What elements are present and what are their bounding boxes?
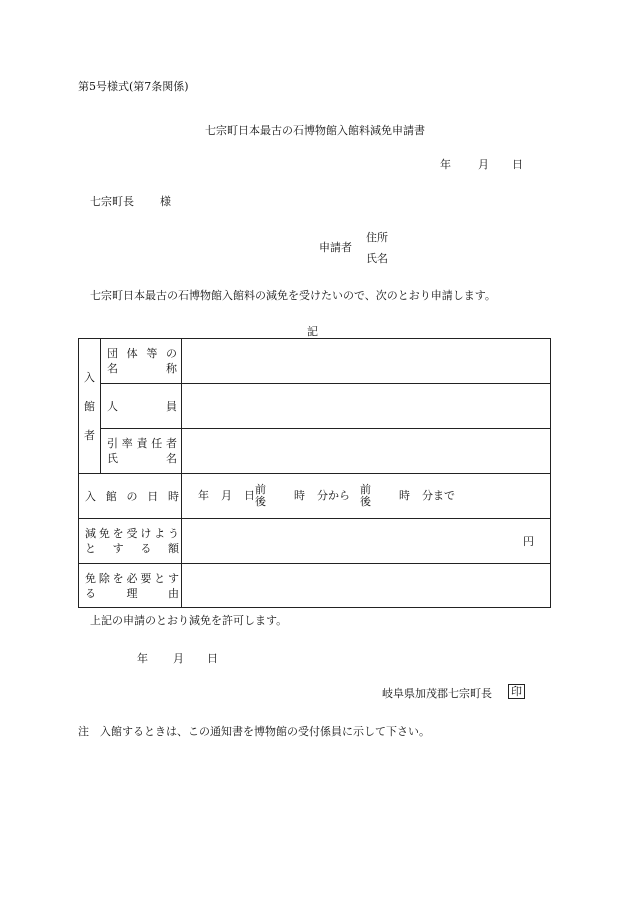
amount-label-line2: とする額 — [85, 542, 179, 555]
form-number: 第5号様式(第7条関係) — [78, 80, 189, 93]
dt-ampm2-stack — [360, 484, 371, 508]
entrant-char-3: 者 — [84, 428, 95, 442]
people-label: 人員 — [107, 399, 177, 413]
issuer-name: 岐阜県加茂郡七宗町長 — [382, 687, 492, 700]
group-name-label-line1: 団体等の — [107, 347, 177, 360]
approval-date-day: 日 — [207, 652, 218, 665]
people-input-cell[interactable] — [182, 384, 551, 429]
amount-label-cell — [79, 519, 182, 564]
date-month-label: 月 — [478, 158, 489, 171]
dt-month: 月 — [221, 489, 232, 502]
seal-mark — [508, 684, 525, 699]
dt-ampm2-top: 前 — [360, 483, 371, 496]
group-name-label-line2: 名称 — [107, 362, 177, 375]
people-label-cell — [101, 384, 182, 429]
amount-unit: 円 — [523, 535, 534, 548]
addressee-honorific: 様 — [160, 195, 171, 208]
form-title: 七宗町日本最古の石博物館入館料減免申請書 — [205, 124, 425, 137]
dt-ampm-top: 前 — [255, 483, 266, 496]
entry-datetime-label-cell — [79, 474, 182, 519]
entrant-char-1: 入 — [84, 370, 95, 384]
approval-date-month: 月 — [173, 652, 184, 665]
group-name-label-cell — [101, 339, 182, 384]
dt-ampm-stack — [255, 484, 266, 508]
addressee-name: 七宗町長 — [90, 195, 134, 208]
leader-label-cell — [101, 429, 182, 474]
leader-label-line1: 引率責任者 — [107, 437, 177, 450]
applicant-address-label: 住所 — [366, 231, 388, 244]
date-year-label: 年 — [440, 158, 451, 171]
amount-input-cell[interactable] — [182, 519, 551, 564]
dt-hour: 時 — [294, 489, 305, 502]
approval-text: 上記の申請のとおり減免を許可します。 — [90, 614, 288, 627]
entrant-char-2: 館 — [84, 399, 95, 413]
body-text: 七宗町日本最古の石博物館入館料の減免を受けたいので、次のとおり申請します。 — [90, 289, 496, 302]
dt-day: 日 — [244, 489, 255, 502]
ki-label: 記 — [307, 325, 318, 338]
dt-hour2: 時 — [399, 489, 410, 502]
seal-label: 印 — [508, 684, 525, 699]
applicant-name-label: 氏名 — [366, 252, 388, 265]
dt-ampm2-bottom: 後 — [360, 495, 371, 508]
leader-input-cell[interactable] — [182, 429, 551, 474]
reason-label-line1: 免除を必要とす — [85, 571, 179, 585]
reason-label-line2: る理由 — [85, 586, 179, 600]
reason-input-cell[interactable] — [182, 564, 551, 608]
dt-minute-until: 分まで — [422, 489, 455, 502]
group-name-input-cell[interactable] — [182, 339, 551, 384]
date-day-label: 日 — [512, 158, 523, 171]
dt-year: 年 — [198, 489, 209, 502]
entry-datetime-label: 入館の日時 — [85, 489, 179, 503]
reason-label-cell — [79, 564, 182, 608]
approval-date-year: 年 — [137, 652, 148, 665]
entry-datetime-input-cell[interactable] — [182, 474, 551, 519]
dt-minute-from: 分から — [317, 489, 350, 502]
entrant-header-cell — [79, 339, 101, 474]
application-table — [78, 338, 551, 608]
footnote: 注 入館するときは、この通知書を博物館の受付係員に示して下さい。 — [78, 725, 430, 738]
applicant-label: 申請者 — [319, 241, 352, 254]
leader-label-line2: 氏名 — [107, 452, 177, 465]
dt-ampm-bottom: 後 — [255, 495, 266, 508]
amount-label-line1: 減免を受けよう — [85, 527, 179, 540]
